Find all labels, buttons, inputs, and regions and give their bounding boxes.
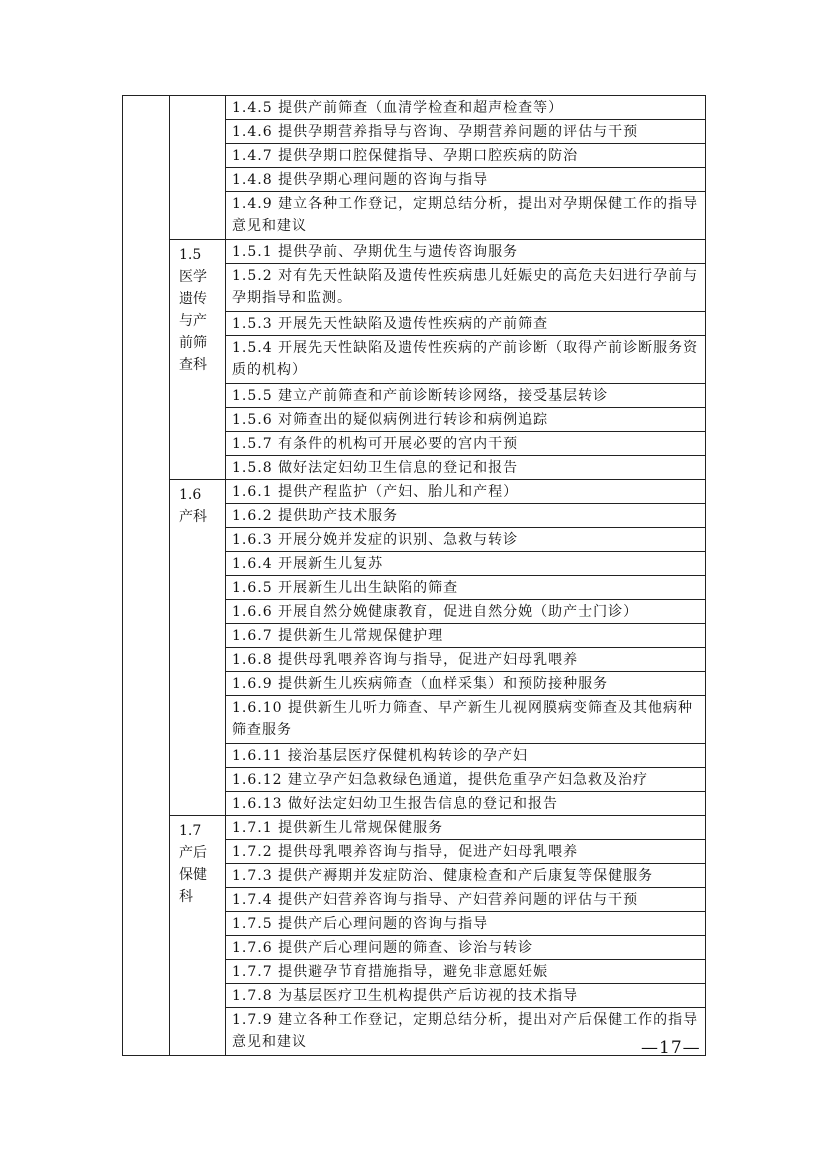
service-item: 1.4.8 提供孕期心理问题的咨询与指导 xyxy=(226,168,706,192)
service-table xyxy=(122,95,706,1056)
service-item: 1.5.2 对有先天性缺陷及遗传性疾病患儿妊娠史的高危夫妇进行孕前与孕期指导和监测。 xyxy=(226,264,706,312)
service-item: 1.7.3 提供产褥期并发症防治、健康检查和产后康复等保健服务 xyxy=(226,864,706,888)
service-item: 1.7.8 为基层医疗卫生机构提供产后访视的技术指导 xyxy=(226,984,706,1008)
service-item: 1.6.10 提供新生儿听力筛查、早产新生儿视网膜病变筛查及其他病种筛查服务 xyxy=(226,696,706,744)
service-item: 1.7.9 建立各种工作登记，定期总结分析，提出对产后保健工作的指导意见和建议 xyxy=(226,1008,706,1056)
service-item: 1.7.7 提供避孕节育措施指导，避免非意愿妊娠 xyxy=(226,960,706,984)
section-label-line: 查科 xyxy=(179,357,207,373)
section-cell xyxy=(170,96,226,240)
service-item: 1.7.2 提供母乳喂养咨询与指导，促进产妇母乳喂养 xyxy=(226,840,706,864)
table-row xyxy=(123,240,706,264)
section-label-line: 与产 xyxy=(179,313,207,329)
service-item: 1.5.6 对筛查出的疑似病例进行转诊和病例追踪 xyxy=(226,408,706,432)
service-item: 1.5.8 做好法定妇幼卫生信息的登记和报告 xyxy=(226,456,706,480)
service-item: 1.6.11 接治基层医疗保健机构转诊的孕产妇 xyxy=(226,744,706,768)
section-label-line: 前筛 xyxy=(179,335,207,351)
service-item: 1.7.6 提供产后心理问题的筛查、诊治与转诊 xyxy=(226,936,706,960)
service-item: 1.5.7 有条件的机构可开展必要的宫内干预 xyxy=(226,432,706,456)
service-item: 1.7.5 提供产后心理问题的咨询与指导 xyxy=(226,912,706,936)
service-item: 1.4.7 提供孕期口腔保健指导、孕期口腔疾病的防治 xyxy=(226,144,706,168)
section-label-line: 1.6 xyxy=(179,487,202,503)
service-item: 1.6.3 开展分娩并发症的识别、急救与转诊 xyxy=(226,528,706,552)
service-item: 1.6.7 提供新生儿常规保健护理 xyxy=(226,624,706,648)
service-item: 1.6.2 提供助产技术服务 xyxy=(226,504,706,528)
section-label-line: 1.7 xyxy=(179,823,202,839)
service-item: 1.5.1 提供孕前、孕期优生与遗传咨询服务 xyxy=(226,240,706,264)
table-row xyxy=(123,816,706,840)
service-item: 1.4.9 建立各种工作登记，定期总结分析，提出对孕期保健工作的指导意见和建议 xyxy=(226,192,706,240)
section-label-line: 1.5 xyxy=(179,247,202,263)
service-item: 1.6.6 开展自然分娩健康教育，促进自然分娩（助产士门诊） xyxy=(226,600,706,624)
service-item: 1.6.13 做好法定妇幼卫生报告信息的登记和报告 xyxy=(226,792,706,816)
service-item: 1.6.4 开展新生儿复苏 xyxy=(226,552,706,576)
service-item: 1.6.12 建立孕产妇急救绿色通道，提供危重孕产妇急救及治疗 xyxy=(226,768,706,792)
service-item: 1.6.9 提供新生儿疾病筛查（血样采集）和预防接种服务 xyxy=(226,672,706,696)
section-label-line: 遗传 xyxy=(179,291,207,307)
table-row xyxy=(123,480,706,504)
service-item: 1.6.5 开展新生儿出生缺陷的筛查 xyxy=(226,576,706,600)
section-cell xyxy=(170,816,226,1056)
section-label-line: 产后 xyxy=(179,845,207,861)
section-label-line: 医学 xyxy=(179,269,207,285)
section-label-line: 保健 xyxy=(179,867,207,883)
service-item: 1.7.1 提供新生儿常规保健服务 xyxy=(226,816,706,840)
service-item: 1.5.4 开展先天性缺陷及遗传性疾病的产前诊断（取得产前诊断服务资质的机构） xyxy=(226,336,706,384)
section-label-line: 科 xyxy=(179,889,193,905)
service-table-body xyxy=(123,96,706,1056)
section-cell xyxy=(170,240,226,480)
table-row xyxy=(123,96,706,120)
service-item: 1.5.5 建立产前筛查和产前诊断转诊网络，接受基层转诊 xyxy=(226,384,706,408)
section-cell xyxy=(170,480,226,816)
service-item: 1.6.8 提供母乳喂养咨询与指导，促进产妇母乳喂养 xyxy=(226,648,706,672)
service-item: 1.7.4 提供产妇营养咨询与指导、产妇营养问题的评估与干预 xyxy=(226,888,706,912)
service-item: 1.4.6 提供孕期营养指导与咨询、孕期营养问题的评估与干预 xyxy=(226,120,706,144)
service-item: 1.5.3 开展先天性缺陷及遗传性疾病的产前筛查 xyxy=(226,312,706,336)
category-column-cell xyxy=(123,96,170,1056)
service-item: 1.4.5 提供产前筛查（血清学检查和超声检查等） xyxy=(226,96,706,120)
page-number: —17— xyxy=(641,1038,701,1058)
section-label-line: 产科 xyxy=(179,509,207,525)
service-item: 1.6.1 提供产程监护（产妇、胎儿和产程） xyxy=(226,480,706,504)
